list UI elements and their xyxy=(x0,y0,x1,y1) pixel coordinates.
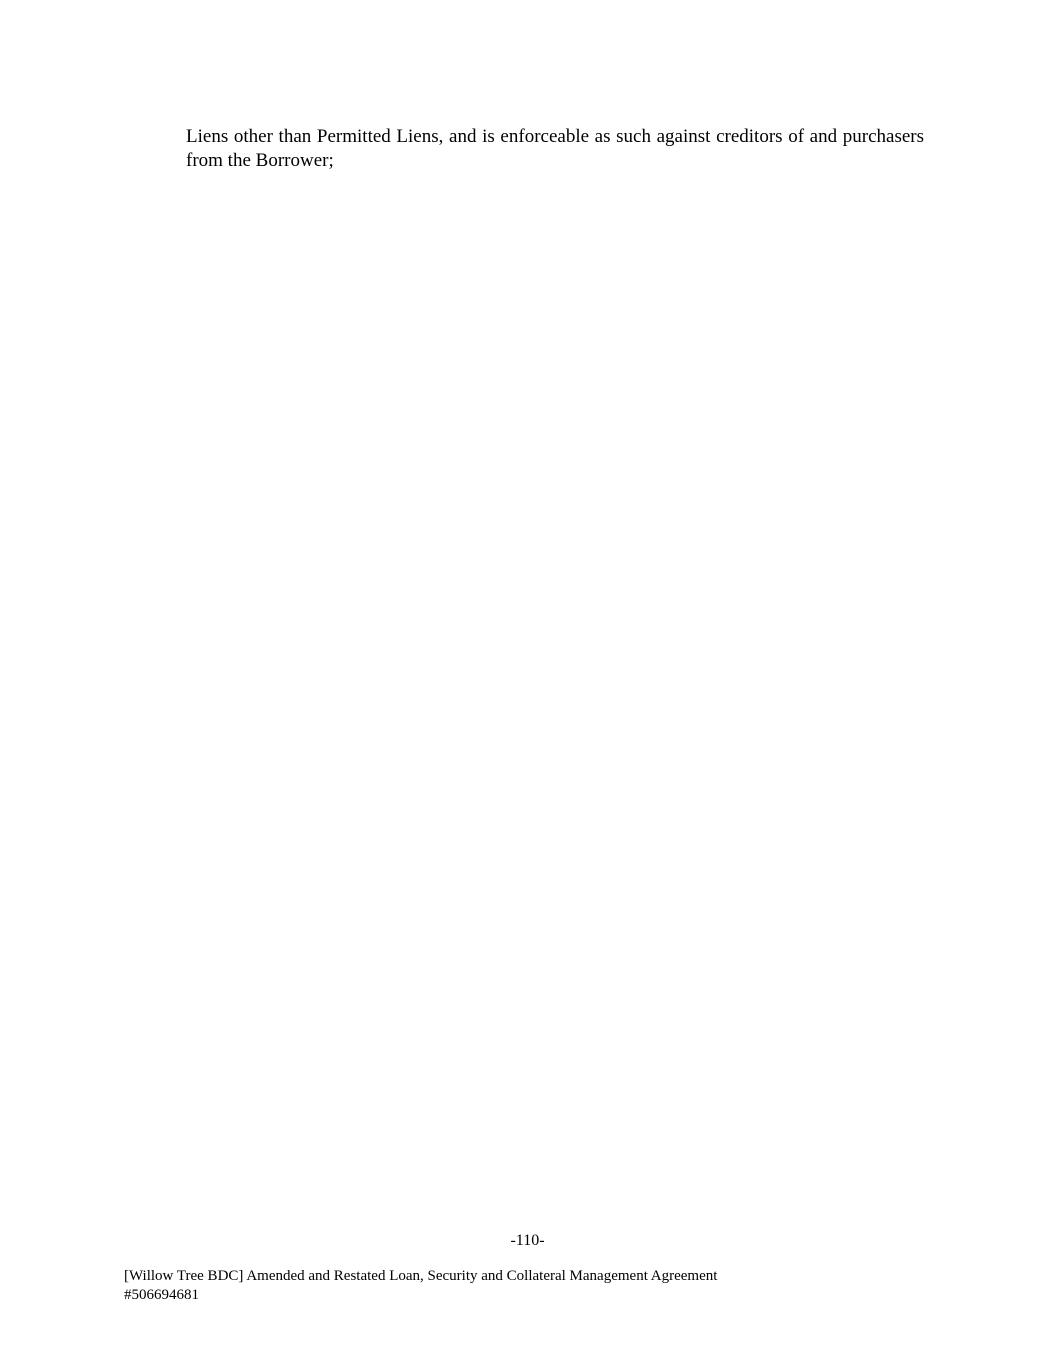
page-number: -110- xyxy=(510,1232,545,1249)
footer-document-id: #506694681 xyxy=(124,1287,199,1303)
footer-title: [Willow Tree BDC] Amended and Restated Loan, Security and Collateral Management Agreement xyxy=(124,1268,718,1284)
paragraph-liens-continuation: Liens other than Permitted Liens, and is enforceable as such against creditors of and purchasers from the Borrower; xyxy=(186,126,924,171)
footer xyxy=(124,1267,924,1305)
